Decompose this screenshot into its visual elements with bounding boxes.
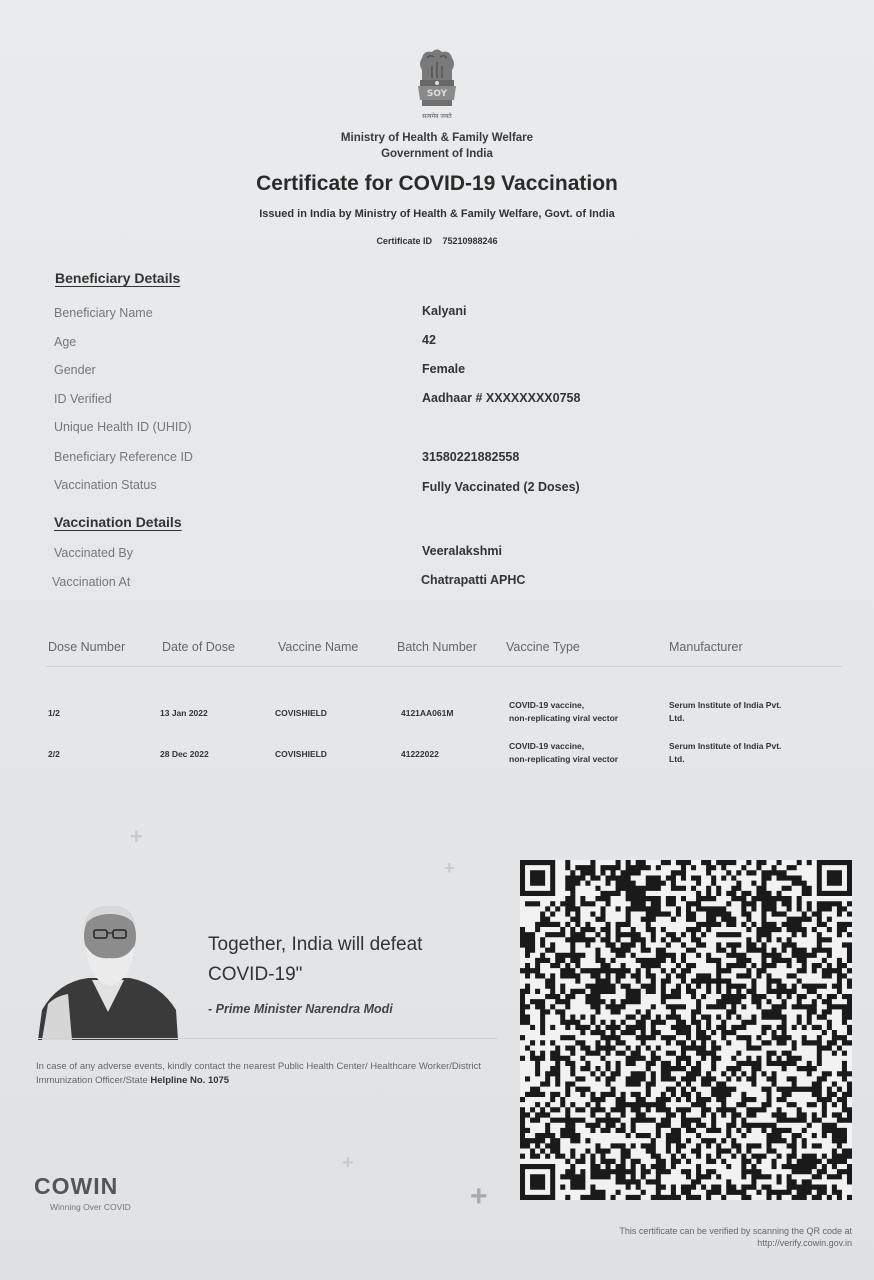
vaccination-status-label: Vaccination Status bbox=[54, 478, 157, 492]
verify-url[interactable]: http://verify.cowin.gov.in bbox=[757, 1238, 852, 1248]
national-emblem-icon bbox=[410, 48, 464, 124]
beneficiary-name-value: Kalyani bbox=[422, 304, 467, 318]
reference-id-label: Beneficiary Reference ID bbox=[54, 450, 193, 464]
manufacturer-line1: Serum Institute of India Pvt. bbox=[669, 700, 782, 710]
certificate-subtitle: Issued in India by Ministry of Health & Family Welfare, Govt. of India bbox=[259, 208, 615, 220]
verify-note-line1: This certificate can be verified by scanning the QR code at bbox=[619, 1226, 852, 1236]
plus-decoration-icon: + bbox=[342, 1152, 354, 1174]
header-batch-number: Batch Number bbox=[397, 640, 477, 654]
helpline-number: Helpline No. 1075 bbox=[150, 1075, 230, 1086]
header-vaccine-name: Vaccine Name bbox=[278, 640, 359, 654]
id-verified-label: ID Verified bbox=[54, 392, 112, 406]
dose-number-cell: 1/2 bbox=[48, 708, 60, 718]
gender-label: Gender bbox=[54, 363, 96, 377]
batch-number-cell: 41222022 bbox=[401, 749, 439, 759]
quote-text: Together, India will defeat COVID-19" bbox=[208, 934, 423, 985]
header-manufacturer: Manufacturer bbox=[669, 640, 743, 654]
certificate-title: Certificate for COVID-19 Vaccination bbox=[256, 172, 618, 195]
header-dose-number: Dose Number bbox=[48, 640, 126, 654]
vaccination-at-value: Chatrapatti APHC bbox=[421, 573, 526, 587]
vaccination-status-value: Fully Vaccinated (2 Doses) bbox=[422, 480, 580, 494]
vaccine-type-line2: non-replicating viral vector bbox=[509, 713, 619, 723]
header-vaccine-type: Vaccine Type bbox=[506, 640, 580, 654]
adverse-events-note bbox=[36, 1060, 506, 1088]
quote-divider bbox=[38, 1038, 498, 1039]
beneficiary-name-label: Beneficiary Name bbox=[54, 306, 153, 320]
vaccinated-by-label: Vaccinated By bbox=[54, 546, 133, 560]
dose-date-cell: 28 Dec 2022 bbox=[160, 749, 209, 759]
batch-number-cell: 4121AA061M bbox=[401, 708, 454, 718]
certificate-id bbox=[0, 236, 874, 246]
beneficiary-heading: Beneficiary Details bbox=[55, 270, 181, 286]
manufacturer-line2: Ltd. bbox=[669, 754, 685, 764]
plus-decoration-icon: + bbox=[444, 858, 455, 878]
svg-text:SOY: SOY bbox=[426, 89, 448, 99]
vaccine-type-line1: COVID-19 vaccine, bbox=[509, 741, 585, 751]
verify-note bbox=[522, 1225, 852, 1249]
manufacturer-line2: Ltd. bbox=[669, 713, 685, 723]
vaccinated-by-value: Veeralakshmi bbox=[422, 544, 502, 558]
quote-attribution: - Prime Minister Narendra Modi bbox=[208, 1002, 393, 1016]
adverse-events-text: In case of any adverse events, kindly contact the nearest Public Health Center/ Healthcare Worker/District Immunization Officer/State bbox=[36, 1061, 481, 1086]
vaccine-type-line1: COVID-19 vaccine, bbox=[509, 700, 585, 710]
vaccine-name-cell: COVISHIELD bbox=[275, 749, 327, 759]
qr-code-icon[interactable] bbox=[520, 860, 852, 1200]
vaccine-name-cell: COVISHIELD bbox=[275, 708, 327, 718]
manufacturer-line1: Serum Institute of India Pvt. bbox=[669, 741, 782, 751]
uhid-label: Unique Health ID (UHID) bbox=[54, 420, 192, 434]
cowin-logo: COWIN bbox=[34, 1173, 119, 1199]
age-value: 42 bbox=[422, 333, 436, 347]
age-label: Age bbox=[54, 335, 77, 349]
certificate-id-label: Certificate ID bbox=[376, 236, 432, 246]
portrait-photo bbox=[38, 900, 178, 1040]
header-date-of-dose: Date of Dose bbox=[162, 640, 235, 654]
reference-id-value: 31580221882558 bbox=[422, 450, 520, 464]
gender-value: Female bbox=[422, 362, 466, 376]
vaccination-at-label: Vaccination At bbox=[52, 575, 131, 589]
ministry-name: Ministry of Health & Family Welfare bbox=[340, 132, 534, 144]
table-header-divider bbox=[46, 666, 842, 667]
plus-decoration-icon: + bbox=[470, 1180, 488, 1213]
certificate-id-value: 75210988246 bbox=[442, 236, 498, 246]
dose-number-cell: 2/2 bbox=[48, 749, 60, 759]
cowin-tagline: Winning Over COVID bbox=[50, 1202, 131, 1212]
plus-decoration-icon: + bbox=[130, 824, 143, 849]
vaccination-heading: Vaccination Details bbox=[54, 514, 182, 530]
government-name: Government of India bbox=[381, 148, 493, 160]
dose-date-cell: 13 Jan 2022 bbox=[160, 708, 208, 718]
svg-text:सत्यमेव जयते: सत्यमेव जयते bbox=[422, 113, 452, 120]
vaccine-type-line2: non-replicating viral vector bbox=[509, 754, 619, 764]
id-verified-value: Aadhaar # XXXXXXXX0758 bbox=[422, 391, 581, 405]
